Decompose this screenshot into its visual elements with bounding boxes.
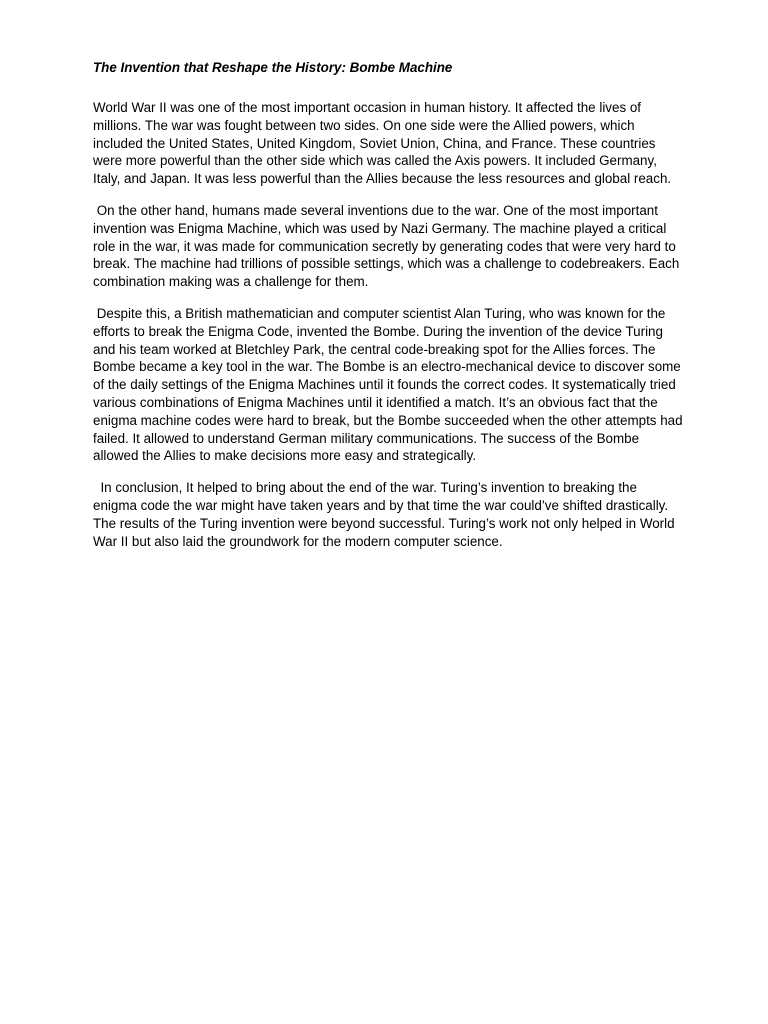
- paragraph-intro: World War II was one of the most important occasion in human history. It affected the lives of millions. The war was fought between two sides. On one side were the Allied powers, which included the United States, United Kingdom, Soviet Union, China, and France. These countries were more powerful than the other side which was called the Axis powers. It included Germany, Italy, and Japan. It was less powerful than the Allies because the less resources and global reach.: [93, 100, 672, 187]
- paragraph-enigma: On the other hand, humans made several inventions due to the war. One of the most important invention was Enigma Machine, which was used by Nazi Germany. The machine played a critical role in the war, it was made for communication secretly by generating codes that were very hard to break. The machine had trillions of possible settings, which was a challenge to codebreakers. Each combination making was a challenge for them.: [93, 202, 684, 290]
- document-body: [93, 59, 687, 564]
- paragraph-conclusion: In conclusion, It helped to bring about the end of the war. Turing’s invention to breaking the enigma code the war might have taken years and by that time the war could’ve shifted drastically. The results of the Turing invention were beyond successful. Turing’s work not only helped in World War II but also laid the groundwork for the modern computer science.: [93, 480, 679, 549]
- paragraph-bombe: Despite this, a British mathematician and computer scientist Alan Turing, who was known for the efforts to break the Enigma Code, invented the Bombe. During the invention of the device Turing and his team worked at Bletchley Park, the central code-breaking spot for the Allies forces. The Bombe became a key tool in the war. The Bombe is an electro-mechanical device to discover some of the daily settings of the Enigma Machines until it founds the correct codes. It systematically tried various combinations of Enigma Machines until it identified a match. It’s an obvious fact that the enigma machine codes were hard to break, but the Bombe succeeded when the other attempts had failed. It allowed to understand German military communications. The success of the Bombe allowed the Allies to make decisions more easy and strategically.: [93, 305, 687, 464]
- document-title: The Invention that Reshape the History: Bombe Machine: [93, 60, 453, 75]
